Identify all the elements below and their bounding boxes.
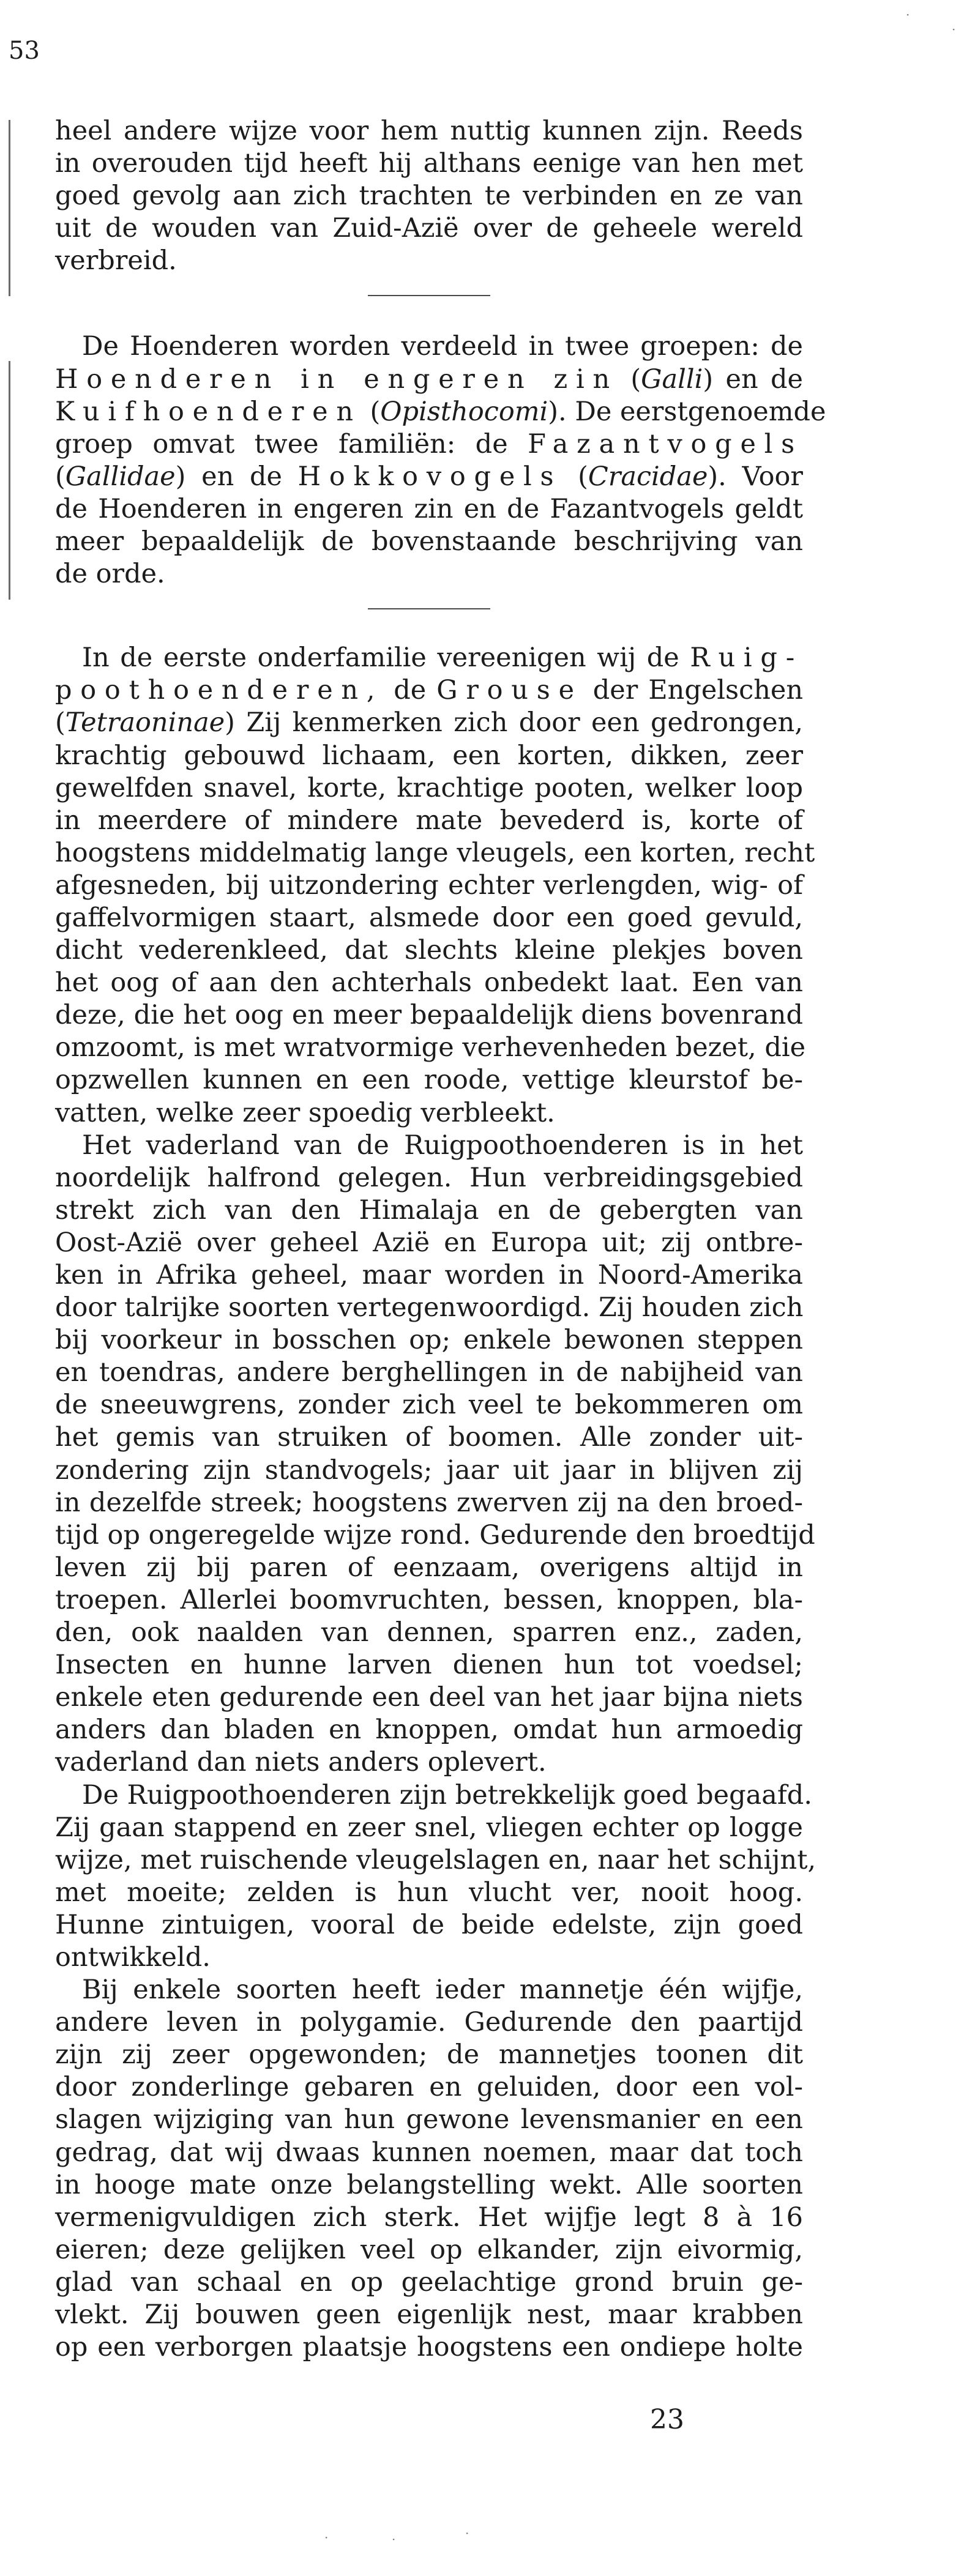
text-line: in meerdere of mindere mate bevederd is, korte of <box>55 805 803 836</box>
text-fragment: groep omvat twee familiën: de <box>55 428 508 460</box>
paragraph-5 <box>55 1779 816 1975</box>
text-line <box>55 363 803 396</box>
text-line: noordelijk halfrond gelegen. Hun verbreidingsgebied <box>55 1162 803 1193</box>
text-line: goed gevolg aan zich trachten te verbinden en ze van <box>55 181 803 212</box>
text-line: op een verborgen plaatsje hoogstens een ondiepe holte <box>55 2332 803 2363</box>
text-line: afgesneden, bij uitzondering echter verlengden, wig- of <box>55 869 803 901</box>
text-line: ontwikkeld. <box>55 1941 211 1973</box>
text-line: Het vaderland van de Ruigpoothoenderen is in het <box>82 1130 803 1161</box>
text-line: ken in Afrika geheel, maar worden in Noord-Amerika <box>55 1260 803 1290</box>
text-line: eieren; deze gelijken veel op elkander, zijn eivormig, <box>55 2234 803 2265</box>
text-fragment: In de eerste onderfamilie vereenigen wij de <box>82 642 679 674</box>
spaced-term: Fazantvogels <box>528 428 803 460</box>
latin-term: Tetraoninae <box>65 707 225 739</box>
text-line: heel andere wijze voor hem nuttig kunnen zijn. Reeds <box>55 116 803 146</box>
text-fragment: de <box>394 675 427 706</box>
text-line: wijze, met ruischende vleugelslagen en, naar het schijnt, <box>55 1844 816 1875</box>
text-line: De Ruigpoothoenderen zijn betrekkelijk goed begaafd. <box>82 1779 812 1811</box>
paragraph-1 <box>55 115 803 277</box>
text-line: de sneeuwgrens, zonder zich veel te bekommeren om <box>55 1390 803 1421</box>
paragraph-2 <box>55 330 826 590</box>
text-line: Zij gaan stappend en zeer snel, vliegen echter op logge <box>55 1812 803 1843</box>
text-line: krachtig gebouwd lichaam, een korten, dikken, zeer <box>55 740 803 771</box>
text-line: Bij enkele soorten heeft ieder mannetje één wijfje, <box>82 1975 803 2006</box>
text-line: en toendras, andere berghellingen in de nabijheid van <box>55 1357 803 1388</box>
text-line: zijn zij zeer opgewonden; de mannetjes toonen dit <box>55 2039 803 2071</box>
text-line: vlekt. Zij bouwen geen eigenlijk nest, maar krabben <box>55 2299 803 2330</box>
text-line: in overouden tijd heeft hij althans eenige van hen met <box>55 148 803 179</box>
text-line: door talrijke soorten vertegenwoordigd. Zij houden zich <box>55 1292 804 1323</box>
print-speck: · <box>906 7 910 22</box>
text-line: gewelfden snavel, korte, krachtige pooten, welker loop <box>55 772 803 803</box>
text-line: met moeite; zelden is hun vlucht ver, nooit hoog. <box>55 1877 803 1908</box>
text-fragment: ). De eerstgenoemde <box>548 396 826 427</box>
text-line: deze, die het oog en meer bepaaldelijk diens bovenrand <box>55 1000 803 1031</box>
text-fragment: ). Voor <box>708 461 803 492</box>
text-line: dicht vederenkleed, dat slechts kleine plekjes boven <box>55 935 803 966</box>
text-line: Oost-Azië over geheel Azië en Europa uit; zij ontbre- <box>55 1227 803 1258</box>
latin-term: Opisthocomi <box>380 396 548 427</box>
text-line: verbreid. <box>55 245 177 277</box>
text-line: Insecten en hunne larven dienen hun tot voedsel; <box>55 1650 803 1681</box>
text-fragment: ) Zij kenmerken zich door een gedrongen, <box>225 707 803 739</box>
text-fragment: ( <box>630 363 641 395</box>
text-line <box>55 642 803 674</box>
text-fragment: ( <box>370 396 381 427</box>
paragraph-6 <box>55 1974 803 2364</box>
text-line: Hunne zintuigen, vooral de beide edelste, zijn goed <box>55 1909 803 1940</box>
text-line: hoogstens middelmatig lange vleugels, een korten, recht <box>55 837 815 868</box>
print-speck: · <box>324 2530 329 2545</box>
spaced-term: poothoenderen, <box>55 675 384 706</box>
page-number: 53 <box>9 37 40 65</box>
text-fragment: ( <box>55 707 65 739</box>
latin-term: Galli <box>641 363 703 395</box>
print-speck: · <box>392 2532 396 2547</box>
text-line <box>55 428 803 461</box>
spaced-term: Hokkovogels <box>297 461 562 492</box>
text-fragment: ( <box>55 461 65 492</box>
section-divider <box>368 295 490 296</box>
signature-mark: 23 <box>650 2404 684 2435</box>
spaced-term: Ruig- <box>690 642 804 674</box>
text-line: tijd op ongeregelde wijze rond. Gedurende den broedtijd <box>55 1519 815 1550</box>
text-line: strekt zich van den Himalaja en de gebergten van <box>55 1194 803 1226</box>
text-line: troepen. Allerlei boomvruchten, bessen, knoppen, bla- <box>55 1584 803 1615</box>
text-line: uit de wouden van Zuid-Azië over de geheele wereld <box>55 213 803 244</box>
text-line <box>55 396 826 428</box>
text-line: gedrag, dat wij dwaas kunnen noemen, maar dat toch <box>55 2137 803 2168</box>
text-line: door zonderlinge gebaren en geluiden, door een vol- <box>55 2072 803 2103</box>
text-line: het oog of aan den achterhals onbedekt laat. Een van <box>55 967 803 999</box>
section-divider <box>368 608 490 609</box>
text-line: gaffelvormigen staart, alsmede door een goed gevuld, <box>55 902 803 933</box>
text-line <box>55 461 803 493</box>
text-line: vermenigvuldigen zich sterk. Het wijfje legt 8 à 16 <box>55 2202 803 2233</box>
text-line: vatten, welke zeer spoedig verbleekt. <box>55 1097 555 1128</box>
text-line: opzwellen kunnen en een roode, vettige kleurstof be- <box>55 1065 803 1096</box>
latin-term: Gallidae <box>65 461 176 492</box>
spaced-term: Kuifhoenderen <box>55 396 362 427</box>
text-line: meer bepaaldelijk de bovenstaande beschrijving van <box>55 526 803 557</box>
paragraph-4 <box>55 1130 815 1779</box>
text-line: glad van schaal en op geelachtige grond bruin ge- <box>55 2266 803 2298</box>
text-line: den, ook naalden van dennen, sparren enz., zaden, <box>55 1617 803 1648</box>
text-column <box>55 115 826 2364</box>
margin-rule <box>9 120 10 296</box>
text-line: de Hoenderen in engeren zin en de Fazantvogels geldt <box>55 493 803 524</box>
print-speck: · <box>465 2526 469 2541</box>
text-line <box>55 707 803 739</box>
paragraph-3 <box>55 642 815 1129</box>
text-line: De Hoenderen worden verdeeld in twee groepen: de <box>82 331 803 362</box>
text-line: slagen wijziging van hun gewone levensmanier en een <box>55 2104 803 2135</box>
text-fragment: der Engelschen <box>592 675 804 706</box>
text-fragment: ( <box>578 461 588 492</box>
text-line: omzoomt, is met wratvormige verhevenheden bezet, die <box>55 1032 806 1063</box>
text-line: bij voorkeur in bosschen op; enkele bewonen steppen <box>55 1325 803 1356</box>
text-line: de orde. <box>55 559 165 590</box>
text-line: andere leven in polygamie. Gedurende den paartijd <box>55 2007 803 2038</box>
text-fragment: ) en de <box>175 461 282 492</box>
text-line <box>55 674 803 707</box>
text-line: zondering zijn standvogels; jaar uit jaar in blijven zij <box>55 1454 803 1486</box>
text-line: anders dan bladen en knoppen, omdat hun armoedig <box>55 1714 803 1746</box>
text-line: in hooge mate onze belangstelling wekt. Alle soorten <box>55 2169 803 2200</box>
text-fragment: ) en de <box>703 363 804 395</box>
text-line: enkele eten gedurende een deel van het jaar bijna niets <box>55 1682 803 1713</box>
spaced-term: Grouse <box>436 675 583 706</box>
text-line: vaderland dan niets anders oplevert. <box>55 1747 547 1778</box>
print-speck: · <box>952 22 956 37</box>
margin-rule <box>9 361 10 600</box>
text-line: leven zij bij paren of eenzaam, overigens altijd in <box>55 1552 803 1583</box>
text-line: het gemis van struiken of boomen. Alle zonder uit- <box>55 1422 803 1453</box>
spaced-term: Hoenderen in engeren zin <box>55 363 618 395</box>
text-line: in dezelfde streek; hoogstens zwerven zij na den broed- <box>55 1487 803 1518</box>
latin-term: Cracidae <box>588 461 708 492</box>
